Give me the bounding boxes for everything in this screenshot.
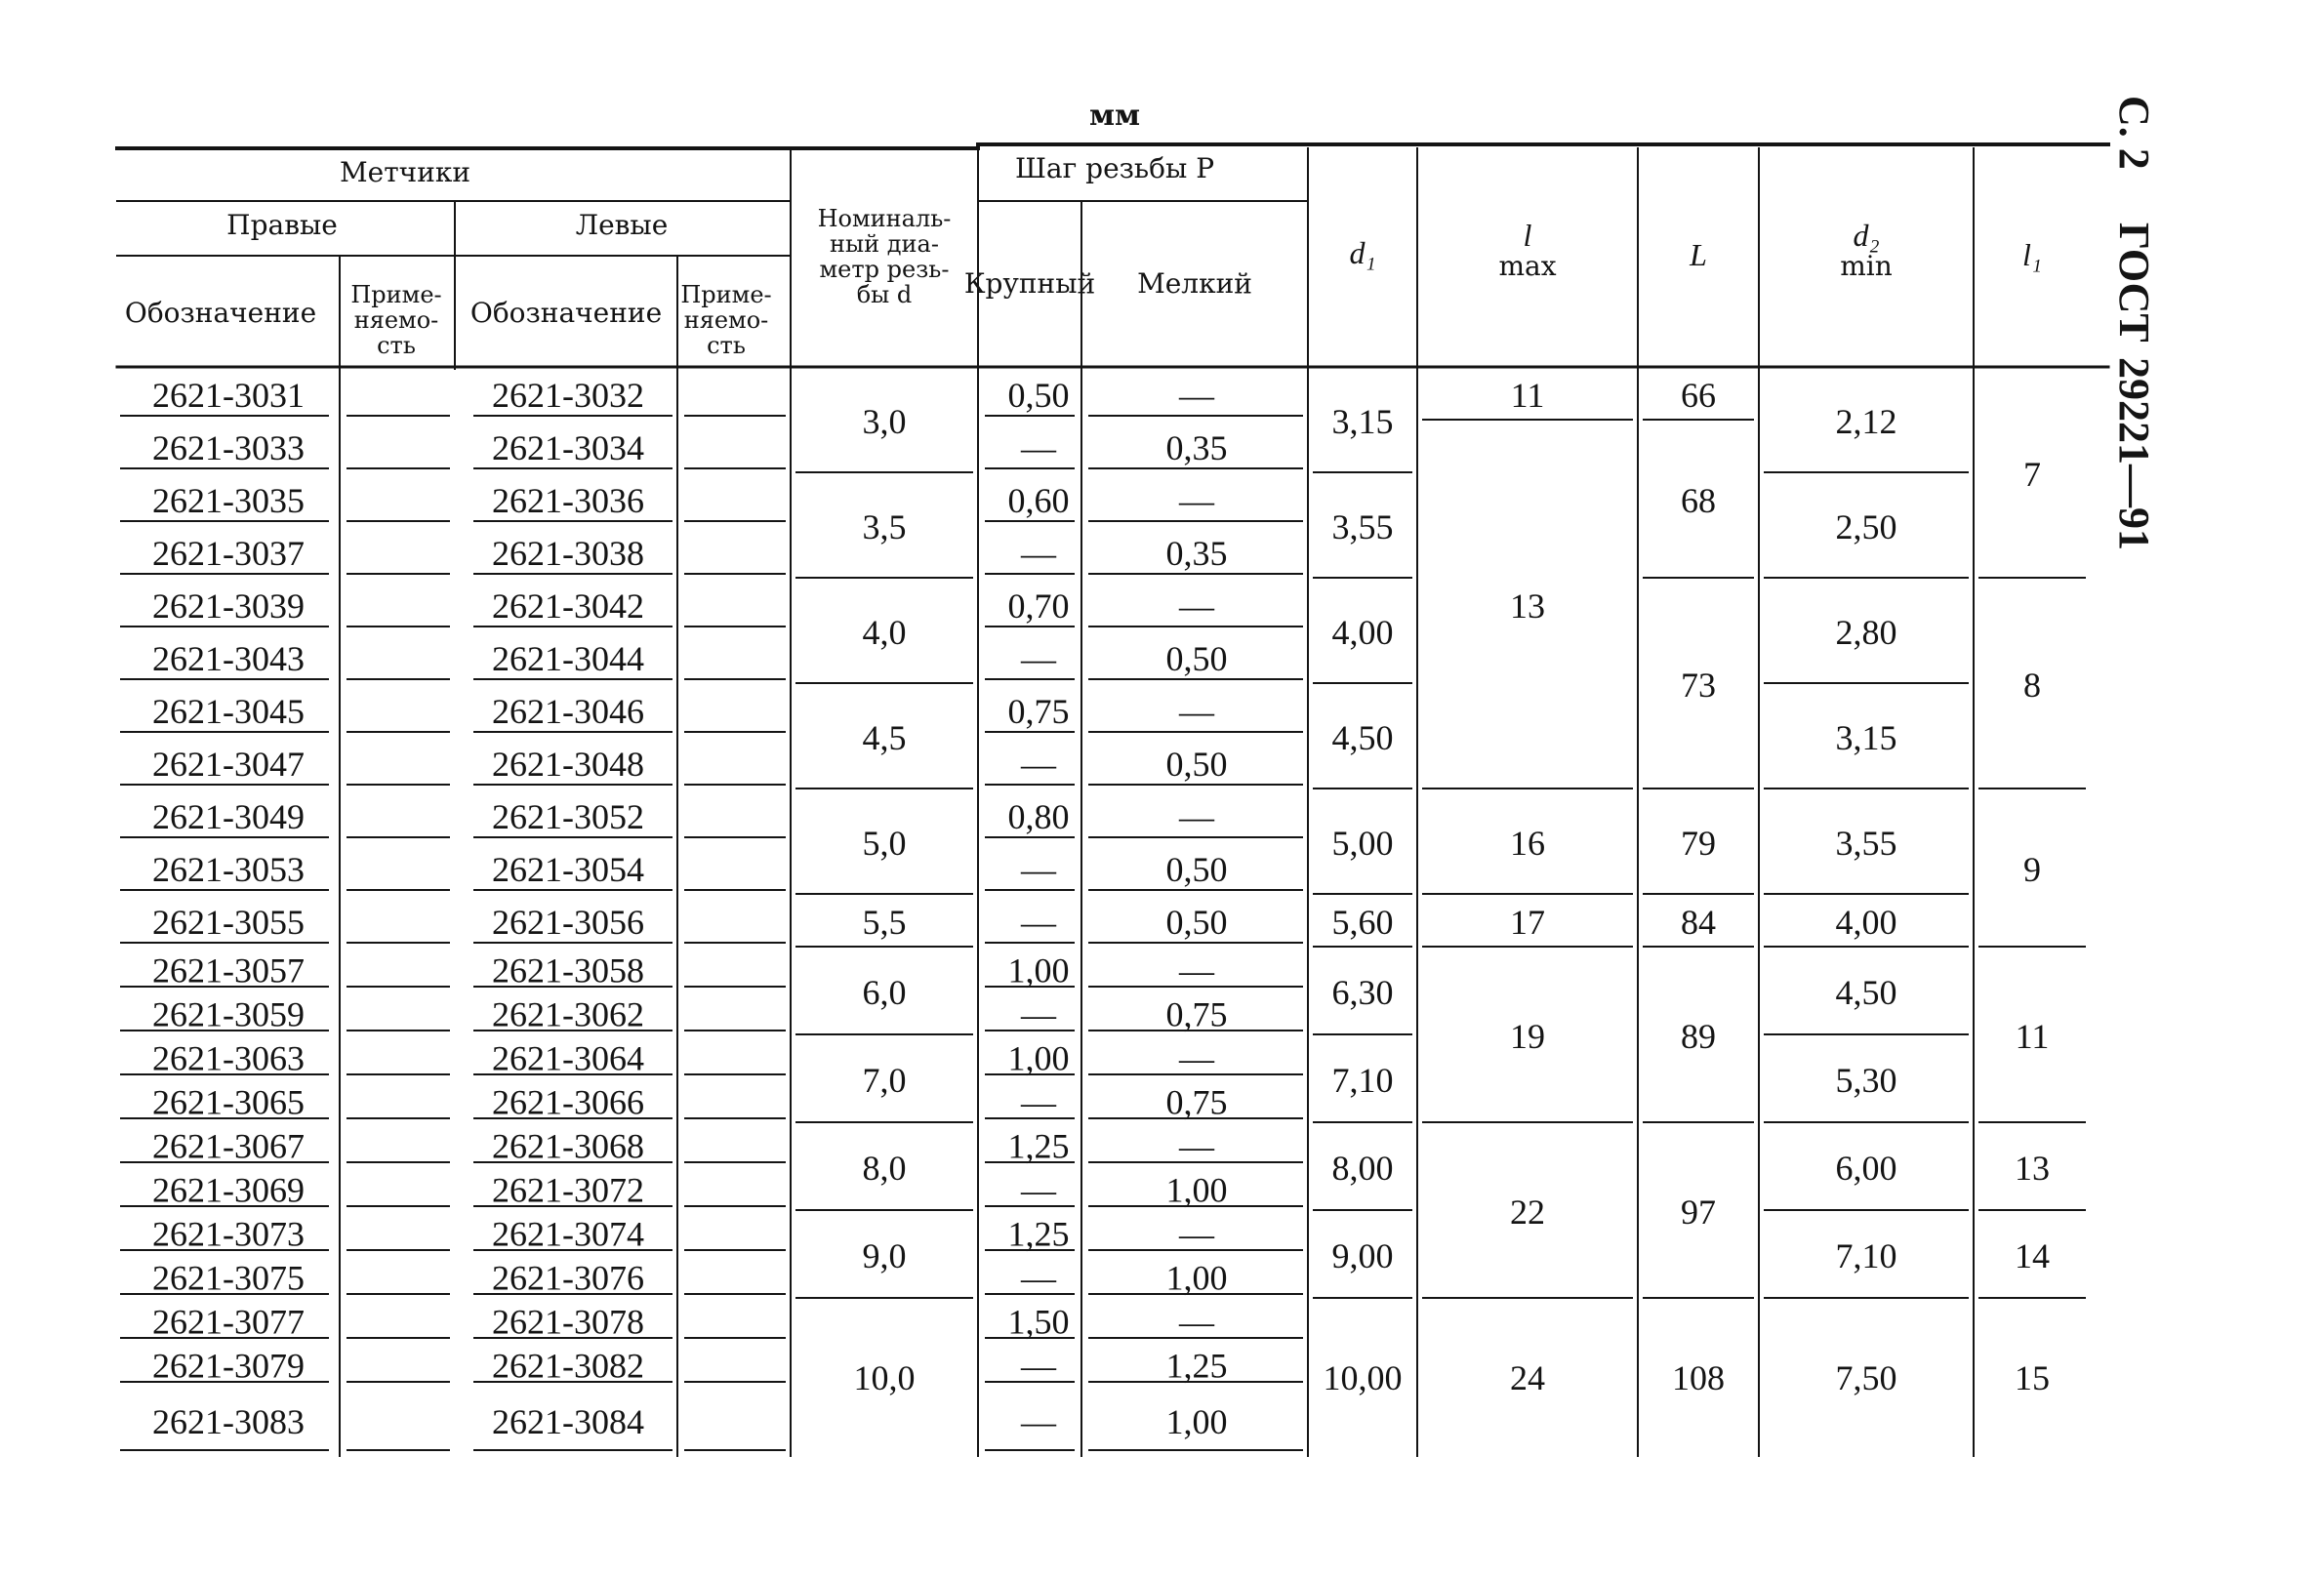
coarse-pitch: — bbox=[1021, 1170, 1056, 1210]
header-l1: l₁ bbox=[2021, 237, 2043, 272]
right-designation: 2621-3053 bbox=[152, 850, 305, 889]
left-designation: 2621-3066 bbox=[492, 1082, 644, 1122]
d2-min-value: 3,15 bbox=[1835, 718, 1897, 757]
nominal-diameter: 5,5 bbox=[862, 903, 907, 942]
coarse-pitch: 1,00 bbox=[1007, 1038, 1070, 1078]
header-l: l bbox=[1523, 218, 1532, 253]
coarse-pitch: 1,50 bbox=[1007, 1302, 1070, 1342]
fine-pitch: 0,75 bbox=[1165, 1082, 1228, 1122]
left-designation: 2621-3054 bbox=[492, 850, 644, 889]
right-designation: 2621-3067 bbox=[152, 1126, 305, 1166]
fine-pitch: — bbox=[1179, 692, 1214, 731]
d1-value: 3,15 bbox=[1331, 402, 1394, 441]
coarse-pitch: — bbox=[1021, 1082, 1056, 1122]
fine-pitch: 1,00 bbox=[1165, 1402, 1228, 1441]
header-thread-pitch: Шаг резьбы P bbox=[1014, 152, 1215, 184]
left-designation: 2621-3044 bbox=[492, 639, 644, 678]
header-l-max: max bbox=[1498, 250, 1557, 282]
fine-pitch: — bbox=[1179, 1038, 1214, 1078]
L-value: 68 bbox=[1681, 481, 1716, 520]
nominal-diameter: 5,0 bbox=[862, 824, 907, 863]
left-designation: 2621-3058 bbox=[492, 950, 644, 991]
left-designation: 2621-3068 bbox=[492, 1126, 644, 1166]
coarse-pitch: 1,00 bbox=[1007, 950, 1070, 991]
left-designation: 2621-3082 bbox=[492, 1346, 644, 1386]
table-grid bbox=[117, 144, 2108, 1456]
header-taps: Метчики bbox=[339, 156, 471, 188]
right-designation: 2621-3083 bbox=[152, 1402, 305, 1441]
left-designation: 2621-3046 bbox=[492, 692, 644, 731]
left-designation: 2621-3076 bbox=[492, 1258, 644, 1298]
d1-value: 6,30 bbox=[1331, 973, 1394, 1012]
d1-value: 7,10 bbox=[1331, 1061, 1394, 1100]
left-designation: 2621-3064 bbox=[492, 1038, 644, 1078]
l-max-value: 11 bbox=[1510, 376, 1545, 415]
header-nominal-diameter bbox=[818, 205, 952, 308]
d2-min-value: 2,12 bbox=[1835, 402, 1897, 441]
l-max-value: 17 bbox=[1510, 903, 1545, 942]
l1-value: 11 bbox=[2015, 1017, 2050, 1056]
fine-pitch: — bbox=[1179, 481, 1214, 520]
d1-value: 5,60 bbox=[1331, 903, 1394, 942]
svg-text:ный диа-: ный диа- bbox=[830, 230, 939, 258]
d2-min-value: 2,50 bbox=[1835, 507, 1897, 546]
header-left-applicability bbox=[680, 281, 771, 359]
right-designation: 2621-3033 bbox=[152, 428, 305, 467]
fine-pitch: 1,25 bbox=[1165, 1346, 1228, 1386]
coarse-pitch: — bbox=[1021, 639, 1056, 678]
header-d2-min: min bbox=[1840, 250, 1893, 282]
fine-pitch: — bbox=[1179, 1126, 1214, 1166]
left-designation: 2621-3038 bbox=[492, 534, 644, 573]
svg-text:сть: сть bbox=[707, 332, 746, 359]
fine-pitch: 0,50 bbox=[1165, 639, 1228, 678]
header-right: Правые bbox=[226, 209, 338, 241]
d2-min-value: 5,30 bbox=[1835, 1061, 1897, 1100]
right-designation: 2621-3075 bbox=[152, 1258, 305, 1298]
fine-pitch: 0,75 bbox=[1165, 994, 1228, 1034]
svg-text:Номиналь-: Номиналь- bbox=[817, 205, 952, 232]
d2-min-value: 7,10 bbox=[1835, 1236, 1897, 1275]
right-designation: 2621-3047 bbox=[152, 745, 305, 784]
coarse-pitch: 1,25 bbox=[1007, 1214, 1070, 1254]
fine-pitch: — bbox=[1179, 797, 1214, 836]
right-designation: 2621-3079 bbox=[152, 1346, 305, 1386]
L-value: 108 bbox=[1672, 1358, 1725, 1397]
right-designation: 2621-3065 bbox=[152, 1082, 305, 1122]
d1-value: 9,00 bbox=[1331, 1236, 1394, 1275]
d1-value: 8,00 bbox=[1331, 1149, 1394, 1188]
l1-value: 9 bbox=[2023, 850, 2041, 889]
right-designation: 2621-3059 bbox=[152, 994, 305, 1034]
right-designation: 2621-3031 bbox=[152, 376, 305, 415]
header-left: Левые bbox=[575, 209, 669, 241]
header-d2: d₂ bbox=[1853, 218, 1880, 253]
l1-value: 13 bbox=[2015, 1149, 2050, 1188]
coarse-pitch: 1,25 bbox=[1007, 1126, 1070, 1166]
coarse-pitch: — bbox=[1021, 1346, 1056, 1386]
left-designation: 2621-3042 bbox=[492, 586, 644, 626]
d2-min-value: 6,00 bbox=[1835, 1149, 1897, 1188]
header-fine: Мелкий bbox=[1137, 267, 1252, 300]
unit-label: мм bbox=[1088, 99, 1141, 133]
header-coarse: Крупный bbox=[963, 267, 1096, 300]
right-designation: 2621-3049 bbox=[152, 797, 305, 836]
nominal-diameter: 10,0 bbox=[853, 1358, 916, 1397]
svg-text:няемо-: няемо- bbox=[683, 306, 769, 334]
coarse-pitch: 0,60 bbox=[1007, 481, 1070, 520]
fine-pitch: — bbox=[1179, 1214, 1214, 1254]
side-page-number: С. 2 bbox=[2110, 96, 2158, 170]
right-designation: 2621-3035 bbox=[152, 481, 305, 520]
coarse-pitch: 0,80 bbox=[1007, 797, 1070, 836]
header-d1: d₁ bbox=[1349, 235, 1376, 270]
L-value: 89 bbox=[1681, 1017, 1716, 1056]
coarse-pitch: — bbox=[1021, 903, 1056, 942]
right-designation: 2621-3057 bbox=[152, 950, 305, 991]
fine-pitch: — bbox=[1179, 586, 1214, 626]
l-max-value: 19 bbox=[1510, 1017, 1545, 1056]
fine-pitch: 0,50 bbox=[1165, 903, 1228, 942]
right-designation: 2621-3045 bbox=[152, 692, 305, 731]
L-value: 84 bbox=[1681, 903, 1716, 942]
right-designation: 2621-3073 bbox=[152, 1214, 305, 1254]
d1-value: 3,55 bbox=[1331, 507, 1394, 546]
L-value: 66 bbox=[1681, 376, 1716, 415]
nominal-diameter: 6,0 bbox=[862, 973, 907, 1012]
nominal-diameter: 7,0 bbox=[862, 1061, 907, 1100]
fine-pitch: — bbox=[1179, 950, 1214, 991]
fine-pitch: 0,50 bbox=[1165, 850, 1228, 889]
left-designation: 2621-3034 bbox=[492, 428, 644, 467]
L-value: 97 bbox=[1681, 1193, 1716, 1232]
coarse-pitch: — bbox=[1021, 745, 1056, 784]
right-designation: 2621-3077 bbox=[152, 1302, 305, 1342]
nominal-diameter: 9,0 bbox=[862, 1236, 907, 1275]
coarse-pitch: — bbox=[1021, 1258, 1056, 1298]
coarse-pitch: — bbox=[1021, 428, 1056, 467]
left-designation: 2621-3032 bbox=[492, 376, 644, 415]
left-designation: 2621-3062 bbox=[492, 994, 644, 1034]
nominal-diameter: 3,5 bbox=[862, 507, 907, 546]
header-right-designation: Обозначение bbox=[124, 297, 317, 329]
d2-min-value: 2,80 bbox=[1835, 613, 1897, 652]
left-designation: 2621-3078 bbox=[492, 1302, 644, 1342]
svg-text:метр резь-: метр резь- bbox=[819, 256, 950, 283]
left-designation: 2621-3048 bbox=[492, 745, 644, 784]
svg-text:сть: сть bbox=[377, 332, 416, 359]
header-L: L bbox=[1690, 237, 1707, 272]
nominal-diameter: 3,0 bbox=[862, 402, 907, 441]
right-designation: 2621-3037 bbox=[152, 534, 305, 573]
d1-value: 4,00 bbox=[1331, 613, 1394, 652]
coarse-pitch: — bbox=[1021, 534, 1056, 573]
table-body bbox=[152, 376, 2050, 1441]
side-standard: ГОСТ bbox=[2110, 222, 2158, 343]
fine-pitch: 0,35 bbox=[1165, 428, 1228, 467]
right-designation: 2621-3069 bbox=[152, 1170, 305, 1210]
d1-value: 4,50 bbox=[1331, 718, 1394, 757]
d2-min-value: 4,00 bbox=[1835, 903, 1897, 942]
fine-pitch: — bbox=[1179, 1302, 1214, 1342]
right-designation: 2621-3039 bbox=[152, 586, 305, 626]
l1-value: 8 bbox=[2023, 666, 2041, 705]
left-designation: 2621-3036 bbox=[492, 481, 644, 520]
l1-value: 15 bbox=[2015, 1358, 2050, 1397]
l-max-value: 16 bbox=[1510, 824, 1545, 863]
L-value: 73 bbox=[1681, 666, 1716, 705]
l-max-value: 13 bbox=[1510, 586, 1545, 626]
left-designation: 2621-3072 bbox=[492, 1170, 644, 1210]
side-standard-number: 29221—91 bbox=[2110, 357, 2158, 550]
svg-text:Приме-: Приме- bbox=[350, 281, 442, 308]
right-designation: 2621-3063 bbox=[152, 1038, 305, 1078]
nominal-diameter: 4,5 bbox=[862, 718, 907, 757]
coarse-pitch: 0,75 bbox=[1007, 692, 1070, 731]
L-value: 79 bbox=[1681, 824, 1716, 863]
left-designation: 2621-3074 bbox=[492, 1214, 644, 1254]
d2-min-value: 7,50 bbox=[1835, 1358, 1897, 1397]
side-header bbox=[2110, 96, 2158, 550]
right-designation: 2621-3055 bbox=[152, 903, 305, 942]
left-designation: 2621-3084 bbox=[492, 1402, 644, 1441]
left-designation: 2621-3056 bbox=[492, 903, 644, 942]
fine-pitch: 1,00 bbox=[1165, 1258, 1228, 1298]
coarse-pitch: 0,70 bbox=[1007, 586, 1070, 626]
d2-min-value: 3,55 bbox=[1835, 824, 1897, 863]
nominal-diameter: 4,0 bbox=[862, 613, 907, 652]
svg-text:няемо-: няемо- bbox=[353, 306, 439, 334]
l1-value: 14 bbox=[2015, 1236, 2050, 1275]
coarse-pitch: — bbox=[1021, 1402, 1056, 1441]
fine-pitch: 0,35 bbox=[1165, 534, 1228, 573]
coarse-pitch: — bbox=[1021, 994, 1056, 1034]
header-right-applicability bbox=[350, 281, 441, 359]
fine-pitch: 1,00 bbox=[1165, 1170, 1228, 1210]
header-left-designation: Обозначение bbox=[469, 297, 663, 329]
svg-text:Приме-: Приме- bbox=[680, 281, 772, 308]
nominal-diameter: 8,0 bbox=[862, 1149, 907, 1188]
fine-pitch: 0,50 bbox=[1165, 745, 1228, 784]
d1-value: 10,00 bbox=[1323, 1358, 1403, 1397]
d2-min-value: 4,50 bbox=[1835, 973, 1897, 1012]
coarse-pitch: — bbox=[1021, 850, 1056, 889]
svg-text:бы d: бы d bbox=[856, 281, 913, 308]
l-max-value: 22 bbox=[1510, 1193, 1545, 1232]
l-max-value: 24 bbox=[1510, 1358, 1545, 1397]
l1-value: 7 bbox=[2023, 455, 2041, 494]
coarse-pitch: 0,50 bbox=[1007, 376, 1070, 415]
d1-value: 5,00 bbox=[1331, 824, 1394, 863]
fine-pitch: — bbox=[1179, 376, 1214, 415]
right-designation: 2621-3043 bbox=[152, 639, 305, 678]
left-designation: 2621-3052 bbox=[492, 797, 644, 836]
